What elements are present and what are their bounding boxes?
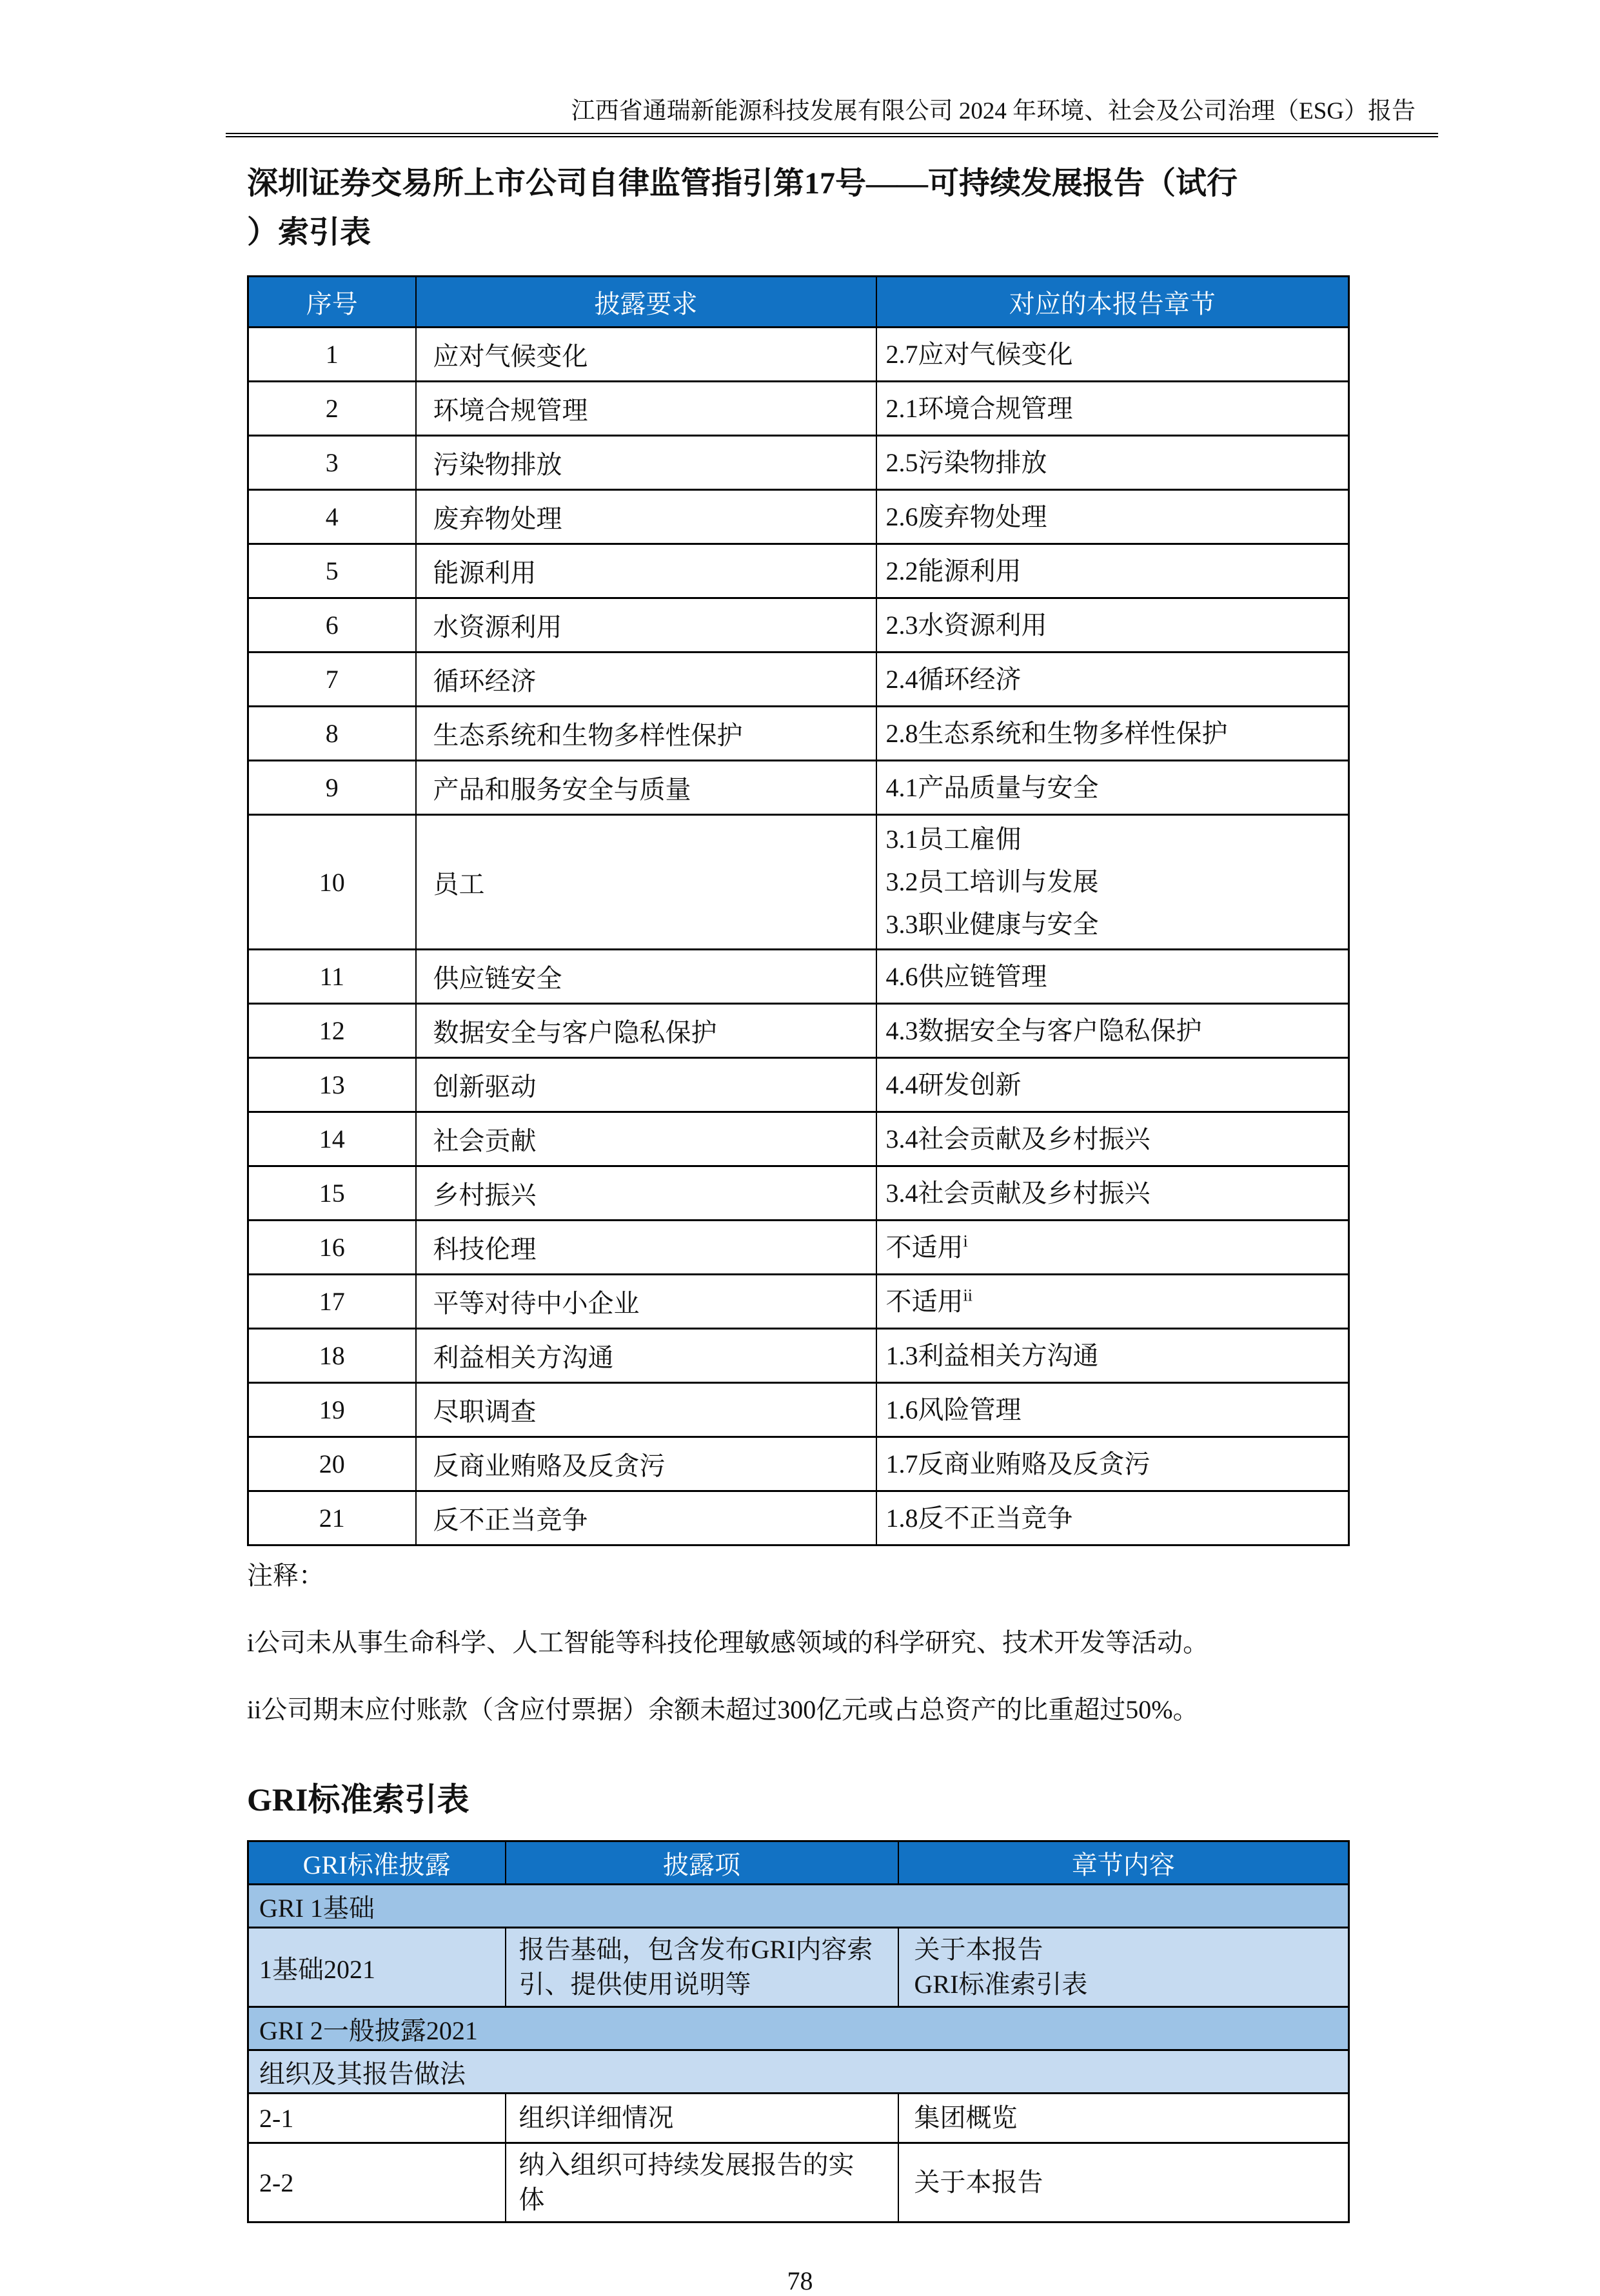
- row-number-cell: 15: [248, 1166, 416, 1221]
- gri-item-cell: 报告基础，包含发布GRI内容索引、提供使用说明等: [506, 1928, 898, 2007]
- report-chapter-cell: [876, 328, 1349, 382]
- disclosure-requirement-cell: 循环经济: [416, 652, 876, 707]
- table-row: [248, 598, 1349, 652]
- table-row: [248, 1275, 1349, 1329]
- chapter-line: 1.3利益相关方沟通: [885, 1340, 1099, 1370]
- chapter-line: 关于本报告: [914, 1935, 1043, 1964]
- footnote-ii: ii公司期末应付账款（含应付票据）余额未超过300亿元或占总资产的比重超过50%。: [247, 1695, 1199, 1724]
- chapter-line: 3.2员工培训与发展: [885, 867, 1099, 896]
- report-chapter-cell: [876, 382, 1349, 436]
- row-number-cell: 13: [248, 1058, 416, 1112]
- table-header-row: [248, 277, 1349, 328]
- gri-section-label-cell: 组织及其报告做法: [248, 2050, 1349, 2094]
- gri-item-cell: 组织详细情况: [506, 2094, 898, 2143]
- report-chapter-cell: [876, 815, 1349, 950]
- report-chapter-cell: [876, 1004, 1349, 1058]
- chapter-line: 2.2能源利用: [885, 556, 1022, 585]
- gri-section-label-cell: GRI 1基础: [248, 1885, 1349, 1928]
- report-chapter-cell: [876, 1166, 1349, 1221]
- table-row: [248, 490, 1349, 544]
- table-row: [248, 950, 1349, 1004]
- disclosure-requirement-cell: 产品和服务安全与质量: [416, 761, 876, 815]
- chapter-line: 关于本报告: [914, 2168, 1043, 2197]
- row-number-cell: 11: [248, 950, 416, 1004]
- report-chapter-cell: [876, 1112, 1349, 1166]
- chapter-line: 2.7应对气候变化: [885, 339, 1073, 369]
- report-chapter-cell: [876, 707, 1349, 761]
- report-chapter-cell: [876, 1383, 1349, 1437]
- disclosure-requirement-cell: 供应链安全: [416, 950, 876, 1004]
- chapter-line: 集团概览: [914, 2103, 1018, 2132]
- disclosure-requirement-cell: 平等对待中小企业: [416, 1275, 876, 1329]
- section2-title: GRI标准索引表: [247, 1781, 469, 1818]
- report-chapter-cell: [876, 1058, 1349, 1112]
- table-row: [248, 1166, 1349, 1221]
- row-number-cell: 6: [248, 598, 416, 652]
- gri-section-row: [248, 1885, 1349, 1928]
- section1-title: [247, 159, 1416, 257]
- disclosure-requirement-cell: 废弃物处理: [416, 490, 876, 544]
- report-chapter-cell: [876, 950, 1349, 1004]
- gri-section-label-cell: GRI 2一般披露2021: [248, 2007, 1349, 2050]
- disclosure-requirement-cell: 创新驱动: [416, 1058, 876, 1112]
- table-row: [248, 761, 1349, 815]
- table-row: [248, 1058, 1349, 1112]
- gri-data-row: [248, 2094, 1349, 2143]
- row-number-cell: 21: [248, 1491, 416, 1545]
- page-number: 78: [787, 2266, 813, 2295]
- gri-index-table-head: [248, 1841, 1349, 1885]
- row-number-cell: 3: [248, 436, 416, 490]
- report-chapter-cell: [876, 1275, 1349, 1329]
- disclosure-requirement-cell: 应对气候变化: [416, 328, 876, 382]
- chapter-line: 2.6废弃物处理: [885, 502, 1047, 531]
- table-row: [248, 1221, 1349, 1275]
- chapter-line: 不适用$^{ii}$: [885, 1286, 973, 1316]
- report-chapter-cell: [876, 1329, 1349, 1383]
- chapter-line: 2.5污染物排放: [885, 447, 1047, 477]
- notes-label: 注释：: [247, 1561, 324, 1590]
- table-row: [248, 815, 1349, 950]
- gri-index-table: [247, 1840, 1350, 2223]
- gri-data-row: [248, 2143, 1349, 2222]
- disclosure-requirement-cell: 反商业贿赂及反贪污: [416, 1437, 876, 1491]
- column-header-chapter: 对应的本报告章节: [876, 277, 1349, 328]
- report-chapter-cell: [876, 598, 1349, 652]
- table-row: [248, 436, 1349, 490]
- disclosure-requirement-cell: 数据安全与客户隐私保护: [416, 1004, 876, 1058]
- chapter-line: 2.1环境合规管理: [885, 393, 1073, 423]
- row-number-cell: 7: [248, 652, 416, 707]
- column-header-disclosure-item: 披露项: [506, 1841, 898, 1885]
- gri-disclosure-cell: 1基础2021: [248, 1928, 506, 2007]
- disclosure-requirement-cell: 环境合规管理: [416, 382, 876, 436]
- disclosure-requirement-cell: 能源利用: [416, 544, 876, 598]
- gri-section-row: [248, 2007, 1349, 2050]
- szse-index-table-body: [248, 328, 1349, 1545]
- table-row: [248, 1437, 1349, 1491]
- gri-disclosure-cell: 2-2: [248, 2143, 506, 2222]
- table-row: [248, 1112, 1349, 1166]
- chapter-line: 3.4社会贡献及乡村振兴: [885, 1178, 1151, 1208]
- row-number-cell: 14: [248, 1112, 416, 1166]
- disclosure-requirement-cell: 生态系统和生物多样性保护: [416, 707, 876, 761]
- footnote-marker: ii: [963, 1286, 973, 1305]
- table-row: [248, 1491, 1349, 1545]
- row-number-cell: 18: [248, 1329, 416, 1383]
- table-row: [248, 328, 1349, 382]
- chapter-line: 4.1产品质量与安全: [885, 772, 1099, 802]
- report-chapter-cell: [876, 436, 1349, 490]
- table-row: [248, 707, 1349, 761]
- disclosure-requirement-cell: 员工: [416, 815, 876, 950]
- chapter-line: 2.3水资源利用: [885, 610, 1047, 640]
- row-number-cell: 5: [248, 544, 416, 598]
- footnote-i: i公司未从事生命科学、人工智能等科技伦理敏感领域的科学研究、技术开发等活动。: [247, 1628, 1209, 1657]
- table-header-row: [248, 1841, 1349, 1885]
- report-chapter-cell: [876, 544, 1349, 598]
- gri-chapter-cell: [898, 2143, 1349, 2222]
- gri-section-row: [248, 2050, 1349, 2094]
- chapter-line: GRI标准索引表: [914, 1970, 1088, 1999]
- row-number-cell: 1: [248, 328, 416, 382]
- row-number-cell: 4: [248, 490, 416, 544]
- row-number-cell: 19: [248, 1383, 416, 1437]
- chapter-line: 2.4循环经济: [885, 664, 1022, 694]
- report-chapter-cell: [876, 1221, 1349, 1275]
- column-header-gri-disclosure: GRI标准披露: [248, 1841, 506, 1885]
- section1-title-line1: 深圳证券交易所上市公司自律监管指引第17号——可持续发展报告（试行: [247, 166, 1238, 201]
- report-chapter-cell: [876, 1437, 1349, 1491]
- column-header-no: 序号: [248, 277, 416, 328]
- report-chapter-cell: [876, 652, 1349, 707]
- gri-chapter-cell: [898, 2094, 1349, 2143]
- row-number-cell: 8: [248, 707, 416, 761]
- notes-section: [247, 1558, 1416, 1728]
- table-row: [248, 382, 1349, 436]
- disclosure-requirement-cell: 反不正当竞争: [416, 1491, 876, 1545]
- disclosure-requirement-cell: 污染物排放: [416, 436, 876, 490]
- disclosure-requirement-cell: 乡村振兴: [416, 1166, 876, 1221]
- disclosure-requirement-cell: 利益相关方沟通: [416, 1329, 876, 1383]
- report-chapter-cell: [876, 761, 1349, 815]
- chapter-line: 1.8反不正当竞争: [885, 1503, 1073, 1533]
- page-content: [0, 159, 1600, 2296]
- section1-title-line2: ）索引表: [247, 215, 371, 250]
- report-chapter-cell: [876, 1491, 1349, 1545]
- report-chapter-cell: [876, 490, 1349, 544]
- szse-index-table: [247, 275, 1350, 1546]
- page-header: [0, 0, 1600, 137]
- row-number-cell: 20: [248, 1437, 416, 1491]
- header-rule: [226, 133, 1438, 137]
- report-header-text: 江西省通瑞新能源科技发展有限公司 2024 年环境、社会及公司治理（ESG）报告: [571, 98, 1416, 124]
- row-number-cell: 2: [248, 382, 416, 436]
- szse-index-table-head: [248, 277, 1349, 328]
- row-number-cell: 9: [248, 761, 416, 815]
- chapter-line: 3.1员工雇佣: [885, 825, 1022, 854]
- table-row: [248, 652, 1349, 707]
- table-row: [248, 1383, 1349, 1437]
- row-number-cell: 10: [248, 815, 416, 950]
- table-row: [248, 1329, 1349, 1383]
- gri-item-cell: 纳入组织可持续发展报告的实体: [506, 2143, 898, 2222]
- chapter-line: 3.3职业健康与安全: [885, 910, 1099, 939]
- disclosure-requirement-cell: 社会贡献: [416, 1112, 876, 1166]
- gri-disclosure-cell: 2-1: [248, 2094, 506, 2143]
- row-number-cell: 12: [248, 1004, 416, 1058]
- column-header-chapter-content: 章节内容: [898, 1841, 1349, 1885]
- chapter-line: 1.6风险管理: [885, 1395, 1022, 1424]
- table-row: [248, 544, 1349, 598]
- row-number-cell: 16: [248, 1221, 416, 1275]
- chapter-line: 3.4社会贡献及乡村振兴: [885, 1124, 1151, 1153]
- chapter-line: 2.8生态系统和生物多样性保护: [885, 718, 1228, 748]
- chapter-line: 1.7反商业贿赂及反贪污: [885, 1449, 1151, 1478]
- gri-index-table-body: [248, 1885, 1349, 2222]
- chapter-line: 不适用$^i$: [885, 1231, 968, 1262]
- disclosure-requirement-cell: 尽职调查: [416, 1383, 876, 1437]
- row-number-cell: 17: [248, 1275, 416, 1329]
- footnote-marker: i: [963, 1231, 968, 1251]
- gri-chapter-cell: [898, 1928, 1349, 2007]
- chapter-line: 4.4研发创新: [885, 1070, 1022, 1099]
- disclosure-requirement-cell: 水资源利用: [416, 598, 876, 652]
- chapter-line: 4.3数据安全与客户隐私保护: [885, 1016, 1202, 1045]
- chapter-line: 4.6供应链管理: [885, 961, 1047, 991]
- column-header-requirement: 披露要求: [416, 277, 876, 328]
- table-row: [248, 1004, 1349, 1058]
- gri-data-row: [248, 1928, 1349, 2007]
- disclosure-requirement-cell: 科技伦理: [416, 1221, 876, 1275]
